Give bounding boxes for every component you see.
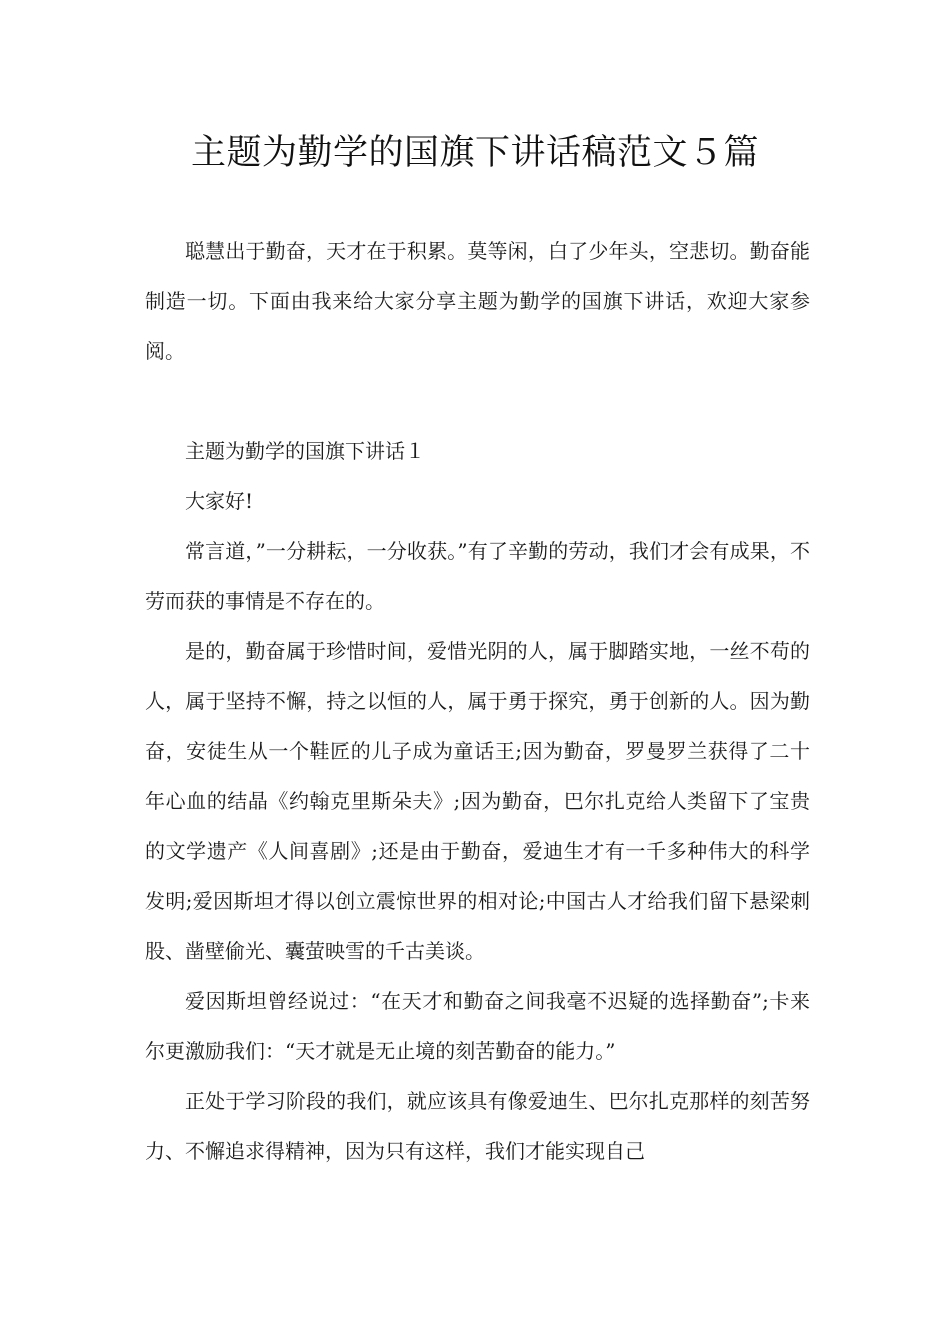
paragraph-saying: 常言道，”一分耕耘，一分收获。”有了辛勤的劳动，我们才会有成果，不劳而获的事情是不存在的。 bbox=[145, 539, 810, 613]
speech-section bbox=[145, 426, 810, 1176]
section-heading: 主题为勤学的国旗下讲话１ bbox=[185, 439, 425, 463]
intro-paragraph: 聪慧出于勤奋，天才在于积累。莫等闲，白了少年头，空悲切。勤奋能制造一切。下面由我来给大家分享主题为勤学的国旗下讲话，欢迎大家参阅。 bbox=[145, 239, 810, 363]
paragraph-conclusion: 正处于学习阶段的我们，就应该具有像爱迪生、巴尔扎克那样的刻苦努力、不懈追求得精神，因为只有这样，我们才能实现自己 bbox=[145, 1089, 810, 1163]
paragraph-quotes: 爱因斯坦曾经说过：“在天才和勤奋之间我毫不迟疑的选择勤奋”;卡来尔更激励我们：“天才就是无止境的刻苦勤奋的能力。” bbox=[145, 989, 810, 1063]
document-title: 主题为勤学的国旗下讲话稿范文５篇 bbox=[190, 133, 759, 173]
intro-section bbox=[145, 226, 810, 376]
paragraph-greeting: 大家好! bbox=[185, 489, 254, 513]
paragraph-examples: 是的，勤奋属于珍惜时间，爱惜光阴的人，属于脚踏实地，一丝不苟的人，属于坚持不懈，持之以恒的人，属于勇于探究，勇于创新的人。因为勤奋，安徒生从一个鞋匠的儿子成为童话王;因为勤奋，罗曼罗兰获得了二十年心血的结晶《约翰克里斯朵夫》;因为勤奋，巴尔扎克给人类留下了宝贵的文学遗产《人间喜剧》;还是由于勤奋，爱迪生才有一千多种伟大的科学发明;爱因斯坦才得以创立震惊世界的相对论;中国古人才给我们留下悬梁刺股、凿壁偷光、囊萤映雪的千古美谈。 bbox=[145, 639, 810, 963]
